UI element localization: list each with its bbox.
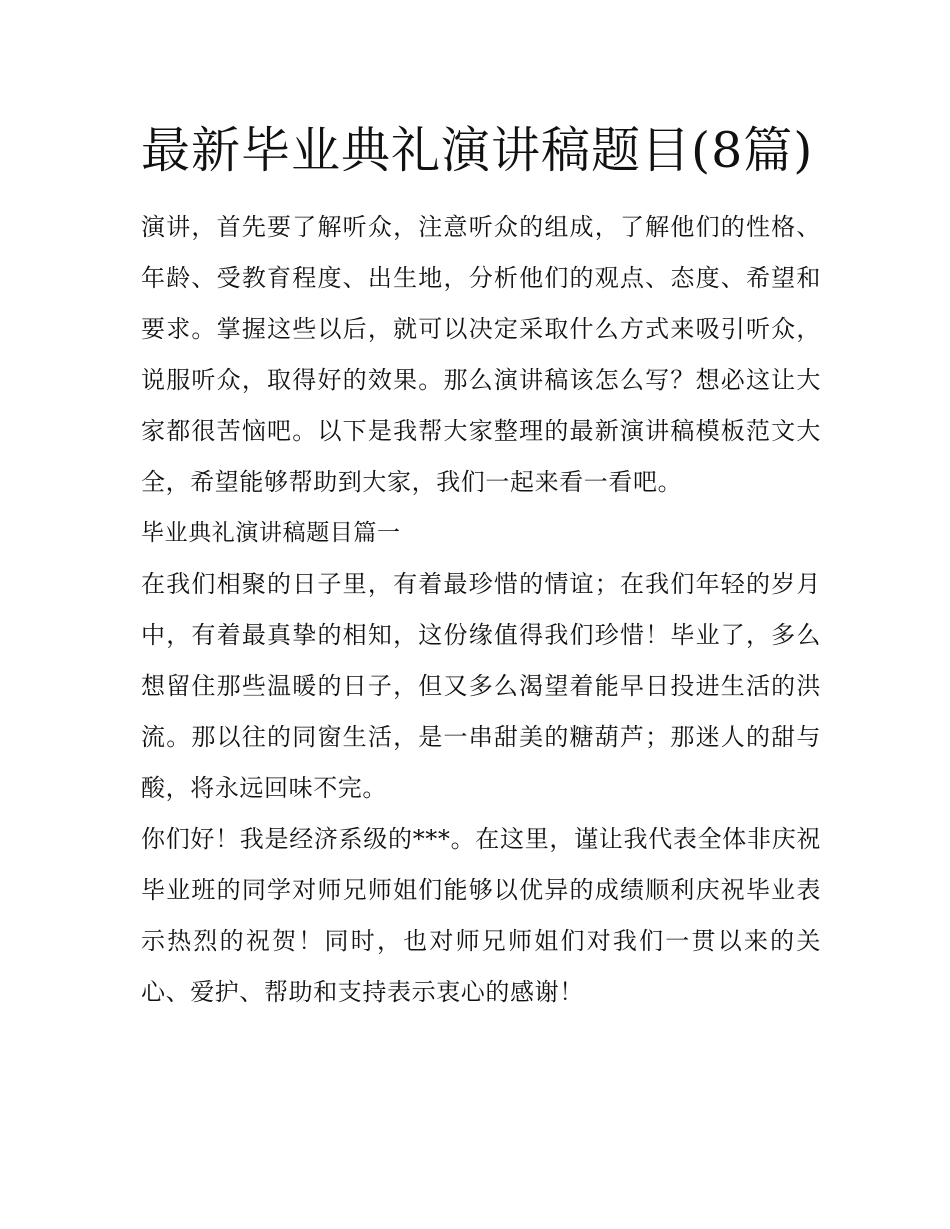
intro-paragraph: 演讲，首先要了解听众，注意听众的组成，了解他们的性格、年龄、受教育程度、出生地，分析他们的观点、态度、希望和要求。掌握这些以后，就可以决定采取什么方式来吸引听众，说服听众，取得好的效果。那么演讲稿该怎么写？想必这让大家都很苦恼吧。以下是我帮大家整理的最新演讲稿模板范文大全，希望能够帮助到大家，我们一起来看一看吧。: [141, 213, 821, 496]
body-paragraph: 你们好！我是经济系级的***。在这里，谨让我代表全体非庆祝毕业班的同学对师兄师姐们能够以优异的成绩顺利庆祝毕业表示热烈的祝贺！同时，也对师兄师姐们对我们一贯以来的关心、爱护、帮助和支持表示衷心的感谢！: [141, 825, 821, 1006]
body-paragraph: 在我们相聚的日子里，有着最珍惜的情谊；在我们年轻的岁月中，有着最真挚的相知，这份缘值得我们珍惜！毕业了，多么想留住那些温暖的日子，但又多么渴望着能早日投进生活的洪流。那以往的同窗生活，是一串甜美的糖葫芦；那迷人的甜与酸，将永远回味不完。: [141, 570, 821, 802]
section-heading: 毕业典礼演讲稿题目篇一: [141, 520, 401, 546]
document-content: [141, 112, 821, 1018]
document-title: 最新毕业典礼演讲稿题目(8篇): [141, 122, 814, 179]
